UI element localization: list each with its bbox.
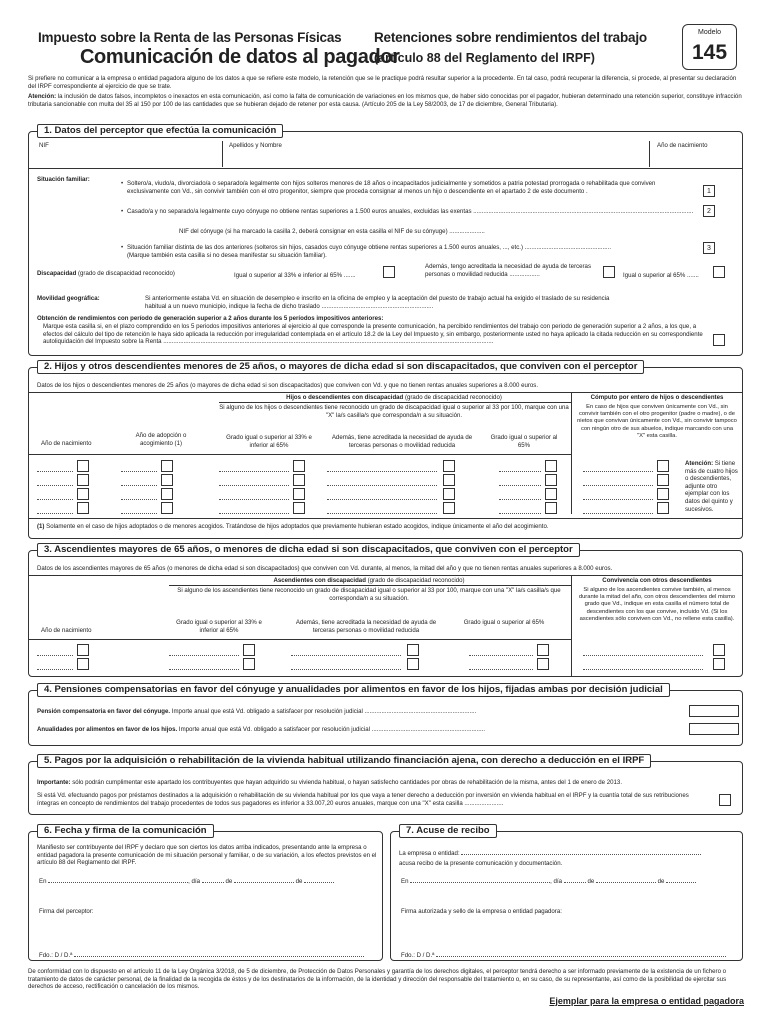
section-5: [28, 755, 743, 815]
s2-row4-adop[interactable]: [161, 502, 173, 514]
s2-h-ayuda: Además, tiene acreditada la necesidad de ayuda de terceras personas o movilidad reducida: [331, 434, 473, 449]
s2-row3-computo[interactable]: [657, 488, 669, 500]
s7-en: En: [401, 878, 409, 885]
s3-convivencia-title: Convivencia con otros descendientes: [602, 577, 712, 584]
nacimiento-label: Año de nacimiento: [657, 142, 708, 149]
s4-line2-bold: Anualidades por alimentos en favor de los hijos.: [37, 726, 178, 733]
s3-row1-33[interactable]: [243, 644, 255, 656]
s6-en: En: [39, 878, 47, 885]
s6-day-field[interactable]: [202, 882, 224, 883]
s2-row3-nac[interactable]: [77, 488, 89, 500]
s4-line2-text: Importe anual que está Vd. obligado a satisfacer por resolución judicial ...................................................................: [177, 726, 486, 733]
disc-65-label: Igual o superior al 65% .......: [623, 272, 699, 279]
discapacidad-label: Discapacidad: [37, 270, 77, 277]
modelo-number: 145: [691, 40, 728, 64]
s7-text1: [399, 850, 701, 858]
s2-row3-adop[interactable]: [161, 488, 173, 500]
s3-convivencia-desc: Si alguno de los ascendientes convive también, al menos durante la mitad del año, con otros descendientes del mismo grado que Vd., indique en esta casilla el número total de descendientes con los que convive, incluido Vd. (Si los ascendientes sólo conviven con Vd., no rellene esta casilla).: [578, 587, 736, 622]
section-4-title: 4. Pensiones compensatorias en favor del cónyuge y anualidades por alimentos en favor de los hijos, fijadas ambas por decisión judicial: [37, 683, 670, 697]
s2-h-adopcion: Año de adopción o acogimiento (1): [135, 432, 187, 447]
situacion-label: Situación familiar:: [37, 176, 90, 183]
s2-row2-adop[interactable]: [161, 474, 173, 486]
page-subtitle: (artículo 88 del Reglamento del IRPF): [374, 51, 595, 65]
s6-de: de: [225, 878, 233, 885]
s2-row3-33[interactable]: [293, 488, 305, 500]
section-2-intro: Datos de los hijos o descendientes menores de 25 años (o mayores de dicha edad si son discapacitados) que conviven con Vd. y que no tienen rentas anuales superiores a 8.000 euros.: [37, 382, 539, 389]
s2-row2-nac[interactable]: [77, 474, 89, 486]
intro-p2-text: la inclusión de datos falsos, incompletos o inexactos en esta comunicación, así como la falta de comunicación de variaciones en los mismos que, de haber sido conocidas por el pagador, hubieran determinado una retención superior, constituye infracción tributaria sancionable con multa del 35 al 150 por 100 de las cantidades que se hubieran dejado de retener por esta causa. (Artículo 205 de la Ley 58/2003, de 17 de diciembre, General Tributaria).: [28, 93, 742, 108]
section-3: [28, 544, 743, 677]
footer-text: De conformidad con lo dispuesto en el artículo 11 de la Ley Orgánica 3/2018, de 5 de diciembre, de Protección de Datos Personales y garantía de los derechos digitales, el perceptor tendrá derecho a ser informado previamente de la existencia de un fichero o tratamiento de datos de carácter personal, de la finalidad de la recogida de éstos y de los destinatarios de la información, de la identidad y dirección del responsable del tratamiento o, en su caso, de su representante, así como de la posibilidad de ejercitar sus derechos de acceso, rectificación o cancelación de los mismos.: [28, 968, 727, 991]
intro-p2-bold: Atención:: [28, 93, 57, 101]
checkbox-disc-65[interactable]: [713, 266, 725, 278]
s7-fdo: [401, 952, 726, 960]
section-2: [28, 361, 743, 539]
s4-pension-amount[interactable]: [689, 705, 739, 717]
s7-text1-label: La empresa o entidad:: [399, 850, 460, 857]
s2-col-group-title: Hijos o descendientes con discapacidad: [286, 394, 404, 401]
obtencion-label: Obtención de rendimientos con período de generación superior a 2 años durante los 5 períodos impositivos anteriores:: [37, 315, 384, 322]
s7-dia: , día: [550, 878, 563, 885]
s4-line1-bold: Pensión compensatoria en favor del cónyuge.: [37, 708, 171, 715]
s7-de: de: [587, 878, 595, 885]
obtencion-text: Marque esta casilla si, en el plazo comprendido en los 5 periodos impositivos anteriores al ejercicio al que corresponde la presente comunicación, ha percibido rendimientos del trabajo con periodo de generación superior a 2 años, a los que, a efectos del cálculo del tipo de retención le haya sido aplicada la reducción por irregularidad contemplada en el artículo 18.2 de la Ley del Impuesto y, sin embargo, posteriormente usted no haya aplicado la citada reducción en su correspondiente autoliquidación del Impuesto sobre la Renta ...................................................................................................................................................................................................: [43, 323, 703, 346]
s6-text: Manifiesto ser contribuyente del IRPF y declaro que son ciertos los datos arriba indicados, presentando ante la empresa o entidad pagadora la presente comunicación de mi situación personal y familiar, o de su variación, a los efectos previstos en el artículo 88 del Reglamento del IRPF.: [37, 844, 377, 867]
section-3-title: 3. Ascendientes mayores de 65 años, o menores de dicha edad si son discapacitados, que conviven con el perceptor: [37, 543, 580, 557]
movilidad-label: Movilidad geográfica:: [37, 295, 100, 302]
movilidad-text: Si anteriormente estaba Vd. en situación de desempleo e inscrito en la oficina de empleo y la aceptación del puesto de trabajo actual ha exigido el traslado de su residencia habitual a un nuevo municipio, indique la fecha de dicho traslado ..................................................................: [145, 295, 610, 310]
s2-row3-ayuda[interactable]: [443, 488, 455, 500]
s2-row4-nac[interactable]: [77, 502, 89, 514]
s6-place-field[interactable]: [48, 882, 188, 883]
checkbox-obtencion[interactable]: [713, 334, 725, 346]
s4-anualidades-amount[interactable]: [689, 723, 739, 735]
situacion-opt3: • Situación familiar distinta de las dos anteriores (solteros sin hijos, casados cuyo cónyuge obtiene rentas superiores a 1.500 euros anuales, ..., etc.) ...................................................: [127, 244, 699, 252]
s3-col-group-note: (grado de discapacidad reconocido): [367, 577, 465, 584]
s2-row3-65[interactable]: [545, 488, 557, 500]
modelo-box: [682, 24, 737, 70]
s6-fdo: [39, 952, 364, 960]
s3-col-group-title: Ascendientes con discapacidad: [273, 577, 366, 584]
s6-dia: , día: [188, 878, 201, 885]
s5-line2: Si está Vd. efectuando pagos por préstamos destinados a la adquisición o rehabilitación de su vivienda habitual por los que vaya a tener derecho a deducción por inversión en vivienda habitual en el IRPF y la cuantía total de sus retribuciones íntegras en concepto de rendimientos del trabajo procedentes de todos sus pagadores es inferior a 33.007,20 euros anuales, marque con una "X" esta casilla .......................: [37, 792, 689, 807]
modelo-label: Modelo: [698, 29, 721, 36]
s2-row1-nac[interactable]: [77, 460, 89, 472]
section-7-title: 7. Acuse de recibo: [399, 824, 497, 838]
s2-col-group: [219, 394, 569, 402]
s7-place-field[interactable]: [410, 882, 550, 883]
s7-fdo-label: Fdo.: D / D.ª: [401, 952, 435, 959]
s6-firma: Firma del perceptor:: [39, 908, 94, 915]
tax-name: Impuesto sobre la Renta de las Personas Físicas: [38, 30, 342, 45]
s2-row1-ayuda[interactable]: [443, 460, 455, 472]
s3-row2-nac[interactable]: [77, 658, 89, 670]
checkbox-disc-33[interactable]: [383, 266, 395, 278]
s2-computo-title: Cómputo por entero de hijos o descendientes: [590, 394, 724, 401]
s6-year-field[interactable]: [304, 882, 334, 883]
s5-line1-text: sólo podrán cumplimentar este apartado los contribuyentes que hayan adquirido su vivienda habitual, o hayan satisfecho cantidades por obras de rehabilitación de la misma, antes del 1 de enero de 2013.: [70, 779, 623, 786]
s7-fdo-field[interactable]: [436, 956, 726, 957]
page-title: Comunicación de datos al pagador: [80, 46, 400, 68]
s2-row1-33[interactable]: [293, 460, 305, 472]
situacion-opt3-note: (Marque también esta casilla si no desea manifestar su situación familiar).: [127, 252, 327, 259]
s2-h-65: Grado igual o superior al 65%: [490, 434, 558, 449]
s7-firma: Firma autorizada y sello de la empresa o entidad pagadora:: [401, 908, 562, 915]
section-4: [28, 684, 743, 746]
s4-line1: [37, 708, 677, 716]
retention-title: Retenciones sobre rendimientos del trabajo: [374, 30, 647, 45]
disc-ayuda-label: Además, tengo acreditada la necesidad de ayuda de terceras personas o movilidad reducida ..................: [425, 263, 591, 278]
s2-row2-65[interactable]: [545, 474, 557, 486]
s4-line2: [37, 726, 677, 734]
intro-p1: Si prefiere no comunicar a la empresa o entidad pagadora alguno de los datos a que se refiere este modelo, la retención que se le practique podrá resultar superior a la procedente. En tal caso, podrá recuperar la diferencia, si procede, al presentar su declaración del IRPF correspondiente al ejercicio de que se trate.: [28, 75, 737, 90]
s2-col-group-note: (grado de discapacidad reconocido): [404, 394, 502, 401]
s2-atencion: [685, 460, 741, 513]
s2-row2-computo[interactable]: [657, 474, 669, 486]
s5-line1-bold: Importante:: [37, 779, 71, 786]
section-5-title: 5. Pagos por la adquisición o rehabilitación de la vivienda habitual utilizando financiación ajena, con derecho a deducción en el IRPF: [37, 754, 651, 768]
disc-33-label: Igual o superior al 33% e inferior al 65% .......: [234, 272, 356, 279]
s2-row1-65[interactable]: [545, 460, 557, 472]
checkbox-situacion-3[interactable]: 3: [703, 242, 715, 254]
section-6-title: 6. Fecha y firma de la comunicación: [37, 824, 214, 838]
s5-line1: [37, 779, 737, 787]
s7-month-field[interactable]: [596, 882, 656, 883]
s2-note-num: (1): [37, 523, 45, 530]
s2-h-nacimiento: Año de nacimiento: [41, 440, 92, 447]
s2-atencion-bold: Atención:: [685, 460, 714, 467]
s3-col-group: [169, 577, 569, 585]
s6-month-field[interactable]: [234, 882, 294, 883]
intro-text: [28, 75, 743, 111]
discapacidad-row: [37, 270, 175, 278]
s3-h-ayuda: Además, tiene acreditada la necesidad de ayuda de terceras personas o movilidad reducida: [295, 619, 437, 634]
s3-row1-convivencia[interactable]: [713, 644, 725, 656]
s2-row4-33[interactable]: [293, 502, 305, 514]
s6-fdo-label: Fdo.: D / D.ª: [39, 952, 73, 959]
s6-de2: de: [295, 878, 303, 885]
s2-row4-ayuda[interactable]: [443, 502, 455, 514]
s6-date-line: [39, 878, 379, 886]
s2-row1-adop[interactable]: [161, 460, 173, 472]
s2-h-33: Grado igual o superior al 33% e inferior al 65%: [226, 434, 312, 449]
situacion-opt1: • Soltero/a, viudo/a, divorciado/a o separado/a legalmente con hijos solteros menores de 18 años o incapacitados judicialmente y sometidos a patria potestad prorrogada o rehabilitada que conviven exclusivamente con Vd., sin convivir también con el otro progenitor, siempre que proceda consignar al menos un hijo o descendiente en el apartado 2 de este documento .: [127, 180, 699, 195]
s3-row1-65[interactable]: [537, 644, 549, 656]
s7-date-line: [401, 878, 741, 886]
s3-row2-33[interactable]: [243, 658, 255, 670]
discapacidad-note: (grado de discapacidad reconocido): [78, 270, 175, 277]
s7-day-field[interactable]: [564, 882, 586, 883]
s7-year-field[interactable]: [666, 882, 696, 883]
section-1: [28, 125, 743, 356]
s3-col-desc: Si alguno de los ascendientes tiene reconocido un grado de discapacidad igual o superior al 33 por 100, marque con una "X" la/s casilla/s que corresponda/n a su situación.: [177, 587, 561, 602]
s2-col-desc: Si alguno de los hijos o descendientes tiene reconocido un grado de discapacidad igual o superior al 33 por 100, marque con una "X" la/s casilla/s que corresponda/n a su situación.: [219, 404, 569, 419]
s2-computo-desc: En caso de hijos que conviven únicamente con Vd., sin convivir también con el otro progenitor (padre o madre), o de nietos que convivan únicamente con Vd., sin convivir tampoco con ningún otro de sus abuelos, indique marcando con una "X" esta casilla.: [577, 404, 737, 439]
section-1-title: 1. Datos del perceptor que efectúa la comunicación: [37, 124, 283, 138]
section-3-intro: Datos de los ascendientes mayores de 65 años (o menores de dicha edad si son discapacitados) que conviven con Vd. durante, al menos, la mitad del año y que no tienen rentas anuales superiores a 8.000 euros.: [37, 565, 613, 572]
s3-row2-65[interactable]: [537, 658, 549, 670]
s3-row1-ayuda[interactable]: [407, 644, 419, 656]
s7-text2: acusa recibo de la presente comunicación y documentación.: [399, 860, 563, 867]
s6-fdo-field[interactable]: [74, 956, 364, 957]
nif-label: NIF: [39, 142, 49, 149]
s2-atencion-text: Si tiene más de cuatro hijos o descendientes, adjunte otro ejemplar con los datos del quinto y sucesivos.: [685, 460, 738, 513]
ejemplar-label: Ejemplar para la empresa o entidad pagadora: [549, 996, 744, 1006]
s3-h-nacimiento: Año de nacimiento: [41, 627, 92, 634]
s7-company-field[interactable]: [461, 854, 701, 855]
s2-row2-ayuda[interactable]: [443, 474, 455, 486]
s2-note: [37, 523, 737, 531]
s2-row2-33[interactable]: [293, 474, 305, 486]
checkbox-situacion-1[interactable]: 1: [703, 185, 715, 197]
s3-row2-ayuda[interactable]: [407, 658, 419, 670]
s2-row1-computo[interactable]: [657, 460, 669, 472]
section-6: [28, 825, 383, 961]
s3-row2-convivencia[interactable]: [713, 658, 725, 670]
apellidos-label: Apellidos y Nombre: [229, 142, 282, 149]
checkbox-situacion-2[interactable]: 2: [703, 205, 715, 217]
section-7: [390, 825, 743, 961]
checkbox-vivienda[interactable]: [719, 794, 731, 806]
s2-note-text: Solamente en el caso de hijos adoptados o de menores acogidos. Tratándose de hijos adoptados que previamente hubieran estado acogidos, indique únicamente el año del acogimiento.: [46, 523, 549, 530]
s2-row4-65[interactable]: [545, 502, 557, 514]
intro-p2: [28, 93, 743, 108]
s7-de2: de: [657, 878, 665, 885]
s3-row1-nac[interactable]: [77, 644, 89, 656]
section-2-title: 2. Hijos y otros descendientes menores de 25 años, o mayores de dicha edad si son discapacitados, que conviven con el perceptor: [37, 360, 644, 374]
s4-line1-text: Importe anual que está Vd. obligado a satisfacer por resolución judicial ..................................................................: [170, 708, 477, 715]
s3-h-65: Grado igual o superior al 65%: [463, 619, 545, 626]
nif-conyuge: NIF del cónyuge (si ha marcado la casilla 2, deberá consignar en esta casilla el NIF de su cónyuge) .....................: [179, 228, 485, 235]
situacion-opt2: • Casado/a y no separado/a legalmente cuyo cónyuge no obtiene rentas superiores a 1.500 euros anuales, excluidas las exentas ..................................................................................................................................: [127, 208, 699, 216]
s2-row4-computo[interactable]: [657, 502, 669, 514]
checkbox-disc-ayuda[interactable]: [603, 266, 615, 278]
s3-h-33: Grado igual o superior al 33% e inferior al 65%: [176, 619, 262, 634]
